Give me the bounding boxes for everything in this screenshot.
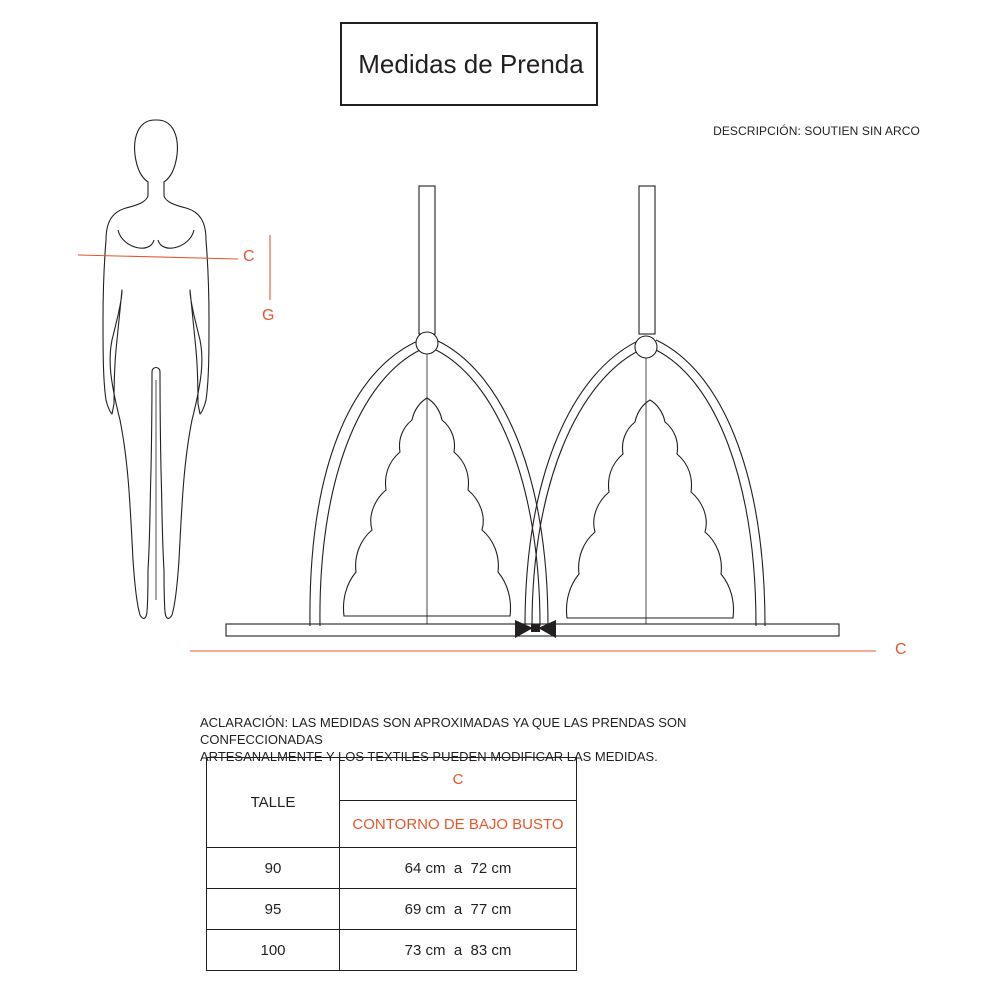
header-c: C [340,758,577,801]
size-cell: 90 [207,848,340,889]
note-line-2: ARTESANALMENTE Y LOS TEXTILES PUEDEN MODIFICAR LAS MEDIDAS. [200,749,658,764]
figure-marker-g: G [262,307,275,324]
table-row [207,930,577,971]
garment-marker-c: C [895,641,907,658]
page-title: Medidas de Prenda [340,22,598,106]
range-cell: 64 cm a 72 cm [340,848,577,889]
size-cell: 100 [207,930,340,971]
figure-marker-c: C [243,248,255,265]
header-c-description: CONTORNO DE BAJO BUSTO [340,801,577,848]
size-table [206,757,577,971]
bralette-drawing [226,186,839,636]
table-row [207,889,577,930]
table-row [207,848,577,889]
range-cell: 69 cm a 77 cm [340,889,577,930]
header-talle: TALLE [207,758,340,848]
garment-description: DESCRIPCIÓN: SOUTIEN SIN ARCO [713,124,920,138]
underbust-line-figure [78,255,238,259]
range-cell: 73 cm a 83 cm [340,930,577,971]
mannequin-figure [103,120,209,618]
note-line-1: ACLARACIÓN: LAS MEDIDAS SON APROXIMADAS YA QUE LAS PRENDAS SON CONFECCIONADAS [200,715,687,747]
size-cell: 95 [207,889,340,930]
